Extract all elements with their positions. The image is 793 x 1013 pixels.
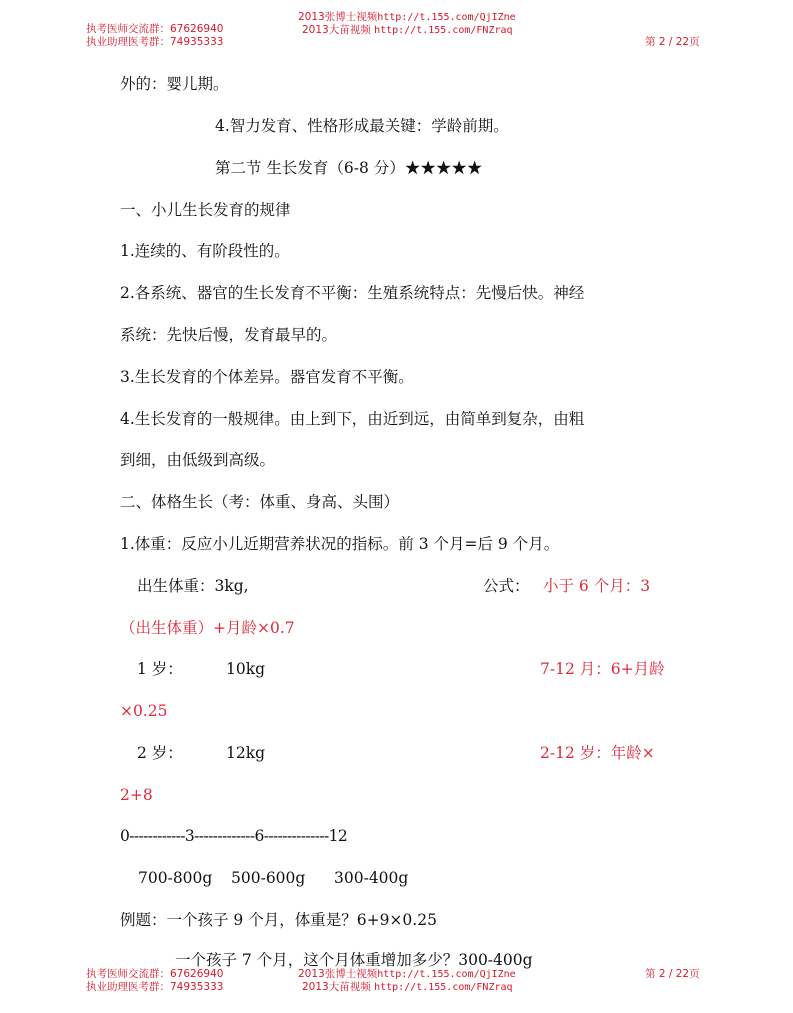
header-video-url-1[interactable]: http://t.155.com/QjIZne (377, 12, 516, 23)
weight-gain-timeline: 0------------3-------------6--------------12 (120, 827, 348, 845)
header-group-left-2: 执业助理医考群：74935333 (86, 36, 224, 48)
header-video-url-2[interactable]: http://t.155.com/FNZraq (374, 25, 513, 36)
formula-7-12-months: 7-12 月：6+月龄 (540, 660, 665, 678)
birth-weight: 出生体重：3kg, (137, 577, 249, 595)
age-1-label: 1 岁： (137, 660, 183, 678)
formula-label: 公式： (483, 577, 530, 595)
text-line: 2.各系统、器官的生长发育不平衡：生殖系统特点：先慢后快。神经 (120, 284, 585, 302)
example-question-2: 一个孩子 7 个月，这个月体重增加多少？300-400g (175, 951, 533, 969)
header-video-label-2: 2013大苗视频 (302, 24, 375, 36)
text-line: 3.生长发育的个体差异。器官发育不平衡。 (120, 368, 414, 386)
header-page-indicator: 第 2 / 22页 (645, 36, 700, 48)
formula-7-12-months-cont: ×0.25 (120, 702, 168, 720)
text-line: 1.连续的、有阶段性的。 (120, 242, 290, 260)
formula-under-6-months-cont: （出生体重）+月龄×0.7 (120, 619, 295, 637)
formula-under-6-months: 小于 6 个月：3 (543, 577, 651, 595)
age-2-label: 2 岁： (137, 744, 183, 762)
header-video-label-1: 2013张博士视频 (298, 11, 378, 23)
heading-growth-rules: 一、小儿生长发育的规律 (120, 201, 291, 219)
heading-physical-growth: 二、体格生长（考：体重、身高、头围） (120, 493, 400, 511)
formula-2-12-years: 2-12 岁：年龄× (540, 744, 655, 762)
age-1-weight: 10kg (226, 660, 266, 678)
text-line: 1.体重：反应小儿近期营养状况的指标。前 3 个月=后 9 个月。 (120, 535, 560, 553)
text-line: 到细，由低级到高级。 (120, 451, 276, 469)
text-line: 4.生长发育的一般规律。由上到下，由近到远，由简单到复杂，由粗 (120, 410, 585, 428)
header-video-link-2[interactable] (302, 24, 513, 37)
footer-page-indicator: 第 2 / 22页 (645, 968, 700, 980)
age-2-weight: 12kg (226, 744, 266, 762)
text-line: 系统：先快后慢，发育最早的。 (120, 326, 338, 344)
footer-group-left-1: 执考医师交流群：67626940 (86, 968, 224, 980)
footer-video-url-2[interactable]: http://t.155.com/FNZraq (374, 982, 513, 993)
footer-video-link-2[interactable] (302, 981, 513, 994)
footer-group-left-2: 执业助理医考群：74935333 (86, 981, 224, 993)
text-line: 4.智力发育、性格形成最关键：学龄前期。 (215, 117, 509, 135)
footer-video-url-1[interactable]: http://t.155.com/QjIZne (377, 969, 516, 980)
footer-video-label-2: 2013大苗视频 (302, 981, 375, 993)
section-title: 第二节 生长发育（6-8 分）★★★★★ (215, 159, 483, 177)
formula-2-12-years-cont: 2+8 (120, 786, 153, 804)
header-group-left-1: 执考医师交流群：67626940 (86, 23, 224, 35)
text-line: 外的：婴儿期。 (120, 75, 229, 93)
example-question-1: 例题：一个孩子 9 个月，体重是？6+9×0.25 (120, 911, 437, 929)
footer-video-label-1: 2013张博士视频 (298, 968, 378, 980)
header-video-link-1[interactable] (298, 11, 516, 24)
gain-6-12-months: 300-400g (334, 869, 409, 887)
gain-3-6-months: 500-600g (231, 869, 306, 887)
footer-video-link-1[interactable] (298, 968, 516, 981)
gain-0-3-months: 700-800g (138, 869, 213, 887)
